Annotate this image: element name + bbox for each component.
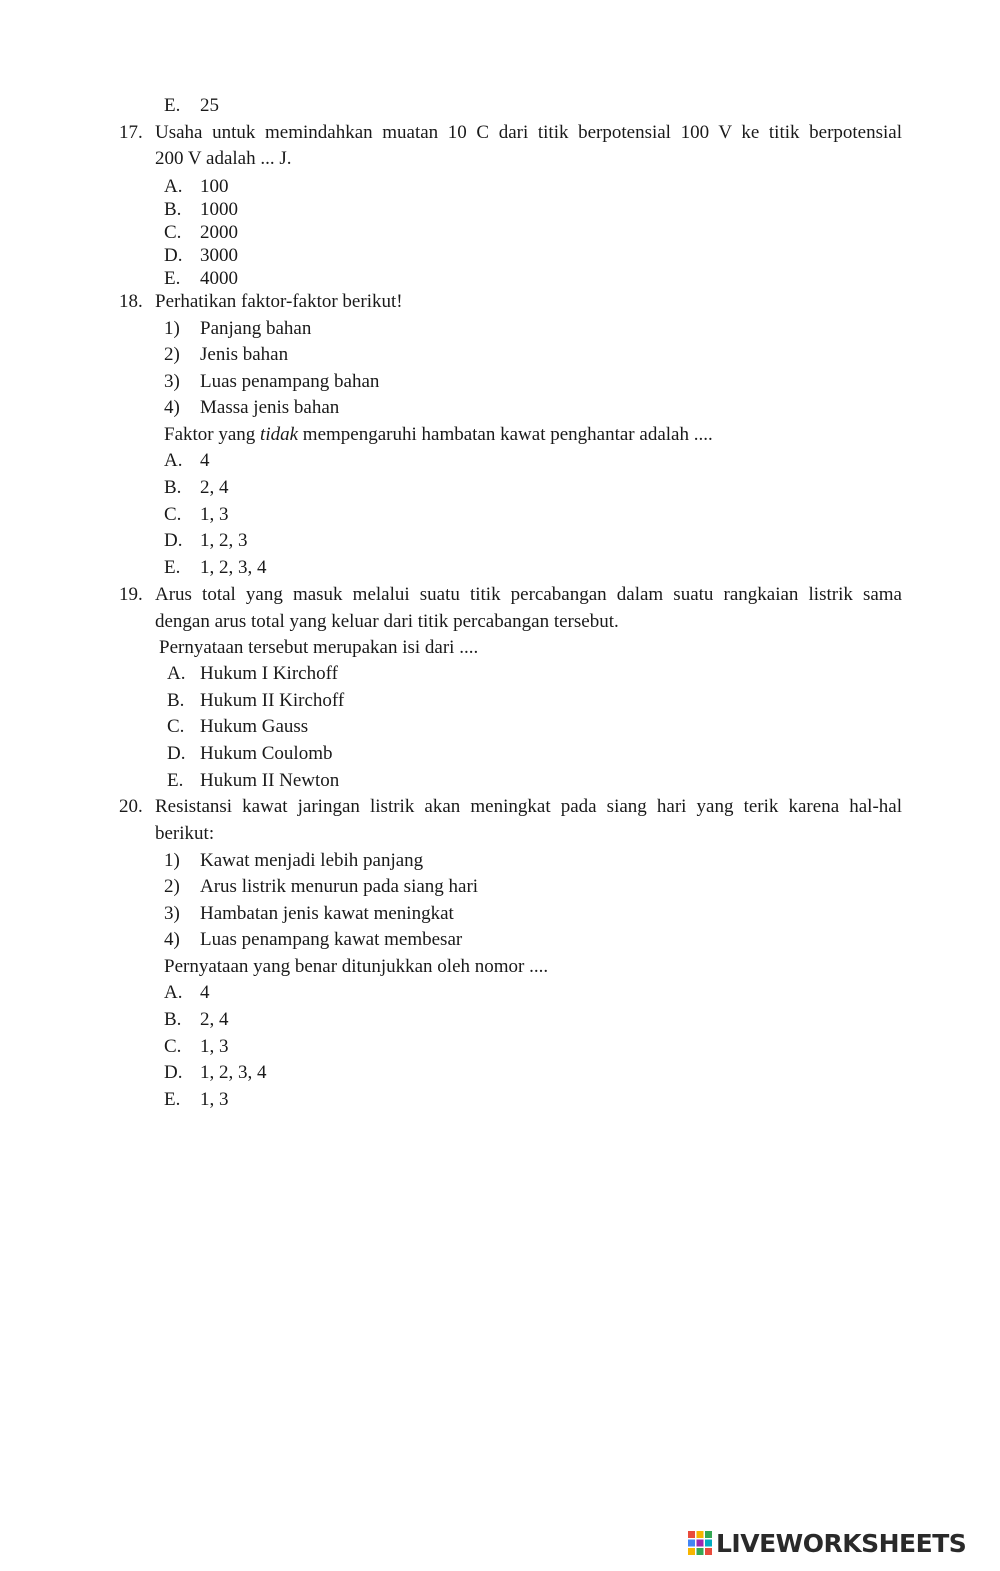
liveworksheets-logo-text: LIVEWORKSHEETS [716, 1528, 967, 1558]
q17-option-b: B. 1000 [164, 199, 238, 220]
q20-item-3: 3) Hambatan jenis kawat meningkat [164, 903, 454, 924]
q18-option-c: C. 1, 3 [164, 504, 229, 525]
q20-prompt: Pernyataan yang benar ditunjukkan oleh nomor .... [164, 956, 549, 977]
q16-option-e: E. 25 [164, 95, 219, 116]
q20-option-c: C. 1, 3 [164, 1036, 229, 1057]
q19-option-e: E. Hukum II Newton [167, 770, 340, 791]
q18-option-b: B. 2, 4 [164, 477, 229, 498]
q20-option-a: A. 4 [164, 982, 210, 1003]
liveworksheets-logo [688, 1528, 966, 1558]
q17-text-line2: 200 V adalah ... J. [155, 148, 292, 169]
q19-text-line3: Pernyataan tersebut merupakan isi dari .... [159, 637, 479, 658]
q18-option-e: E. 1, 2, 3, 4 [164, 557, 267, 578]
q20-item-4: 4) Luas penampang kawat membesar [164, 929, 463, 950]
q20-number: 20. [119, 796, 143, 817]
q18-item-2: 2) Jenis bahan [164, 344, 289, 365]
q20-text-line1: Resistansi kawat jaringan listrik akan meningkat pada siang hari yang terik karena hal-hal [155, 796, 902, 817]
q19-option-c: C. Hukum Gauss [167, 716, 309, 737]
q17-text-line1: Usaha untuk memindahkan muatan 10 C dari titik berpotensial 100 V ke titik berpotensial [155, 122, 902, 143]
q19-text-line1: Arus total yang masuk melalui suatu titik percabangan dalam suatu rangkaian listrik sama [155, 584, 902, 605]
q20-item-2: 2) Arus listrik menurun pada siang hari [164, 876, 479, 897]
q20-text-line2: berikut: [155, 823, 215, 844]
q18-item-3: 3) Luas penampang bahan [164, 371, 380, 392]
q17-option-d: D. 3000 [164, 245, 238, 266]
q18-option-a: A. 4 [164, 450, 210, 471]
q20-item-1: 1) Kawat menjadi lebih panjang [164, 850, 424, 871]
q18-number: 18. [119, 291, 143, 312]
q20-option-d: D. 1, 2, 3, 4 [164, 1062, 267, 1083]
q19-text-line2: dengan arus total yang keluar dari titik percabangan tersebut. [155, 611, 619, 632]
q18-item-1: 1) Panjang bahan [164, 318, 312, 339]
q18-option-d: D. 1, 2, 3 [164, 530, 248, 551]
q17-option-c: C. 2000 [164, 222, 238, 243]
q19-number: 19. [119, 584, 143, 605]
q20-option-b: B. 2, 4 [164, 1009, 229, 1030]
liveworksheets-logo-icon [688, 1531, 712, 1555]
q18-item-4: 4) Massa jenis bahan [164, 397, 340, 418]
q17-option-e: E. 4000 [164, 268, 238, 289]
q18-prompt: Faktor yang tidak mempengaruhi hambatan kawat penghantar adalah .... [164, 424, 713, 445]
q18-text-line1: Perhatikan faktor-faktor berikut! [155, 291, 403, 312]
q19-option-a: A. Hukum I Kirchoff [167, 663, 338, 684]
q20-option-e: E. 1, 3 [164, 1089, 229, 1110]
q19-option-d: D. Hukum Coulomb [167, 743, 333, 764]
q17-number: 17. [119, 122, 143, 143]
q17-option-a: A. 100 [164, 176, 229, 197]
q19-option-b: B. Hukum II Kirchoff [167, 690, 345, 711]
